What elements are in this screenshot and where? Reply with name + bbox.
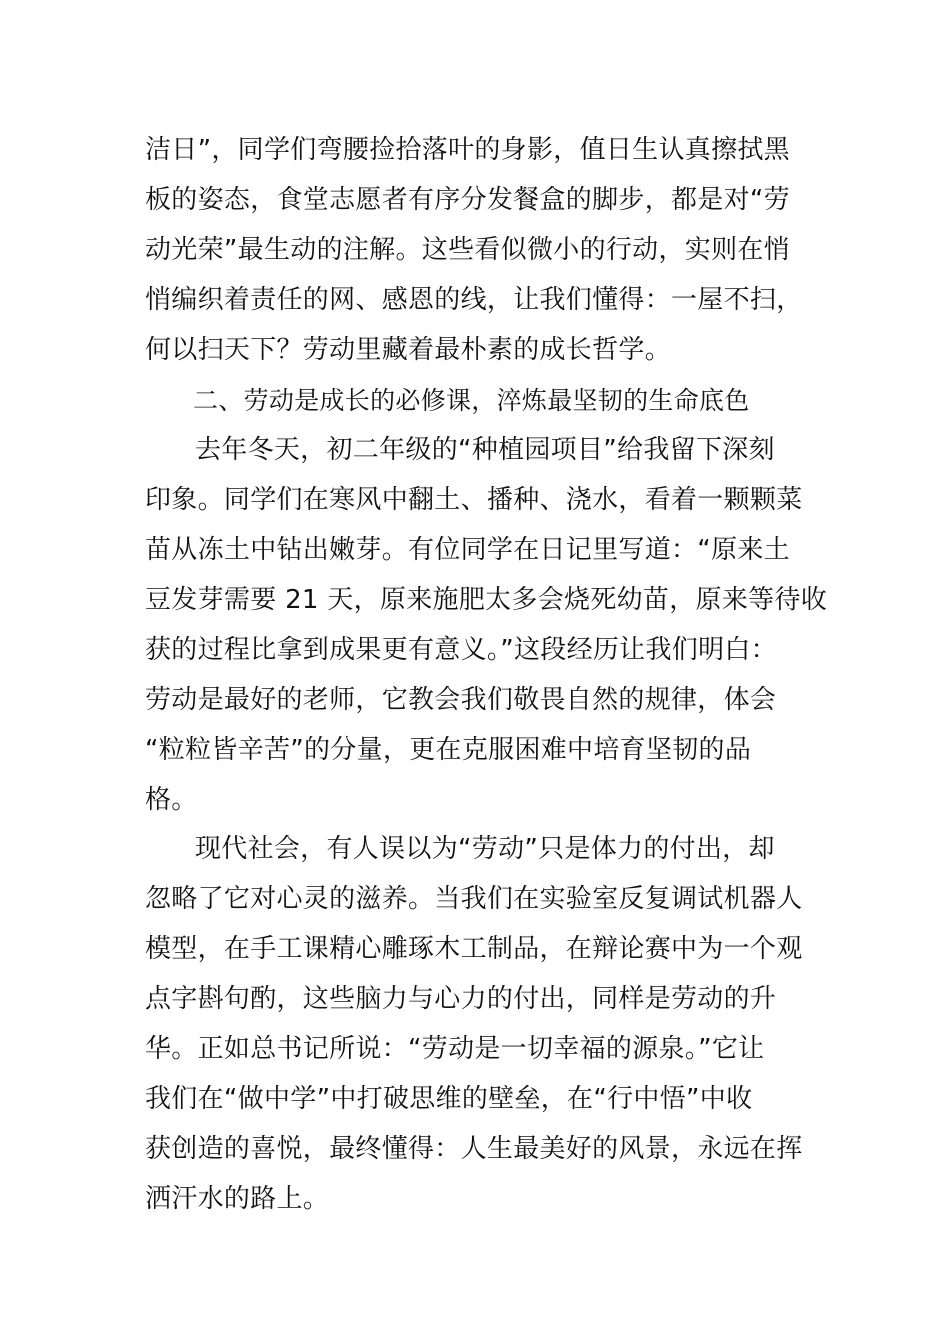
text-line: 洁日”，同学们弯腰捡拾落叶的身影，值日生认真擦拭黑: [145, 135, 790, 165]
text-line: 劳动是最好的老师，它教会我们敬畏自然的规律，体会: [145, 685, 777, 715]
section-heading: 二、劳动是成长的必修课，淬炼最坚韧的生命底色: [193, 386, 750, 415]
text-line: 苗从冻土中钻出嫩芽。有位同学在日记里写道：“原来土: [145, 535, 790, 565]
text-line: 点字斟句酌，这些脑力与心力的付出，同样是劳动的升: [145, 984, 777, 1014]
text-line: 华。正如总书记所说：“劳动是一切幸福的源泉。”它让: [145, 1034, 765, 1064]
text-line: 洒汗水的路上。: [145, 1184, 330, 1214]
text-line: 去年冬天，初二年级的“种植园项目”给我留下深刻: [195, 435, 775, 465]
text-line: 动光荣”最生动的注解。这些看似微小的行动，实则在悄: [145, 235, 790, 265]
text-line: 豆发芽需要 21 天，原来施肥太多会烧死幼苗，原来等待收: [145, 585, 828, 615]
text-line: “粒粒皆辛苦”的分量，更在克服困难中培育坚韧的品: [145, 735, 752, 765]
text-line: 获创造的喜悦，最终懂得：人生最美好的风景，永远在挥: [145, 1134, 803, 1164]
text-line: 获的过程比拿到成果更有意义。”这段经历让我们明白：: [145, 635, 777, 665]
text-line: 忽略了它对心灵的滋养。当我们在实验室反复调试机器人: [145, 884, 803, 914]
text-line: 板的姿态，食堂志愿者有序分发餐盒的脚步，都是对“劳: [145, 185, 790, 215]
text-line: 何以扫天下？劳动里藏着最朴素的成长哲学。: [145, 335, 672, 365]
text-line: 现代社会，有人误以为“劳动”只是体力的付出，却: [195, 834, 775, 864]
text-line: 格。: [145, 785, 198, 815]
text-line: 印象。同学们在寒风中翻土、播种、浇水，看着一颗颗菜: [145, 485, 803, 515]
text-line: 悄编织着责任的网、感恩的线，让我们懂得：一屋不扫，: [145, 285, 803, 315]
text-line: 模型，在手工课精心雕琢木工制品，在辩论赛中为一个观: [145, 934, 803, 964]
text-line: 我们在“做中学”中打破思维的壁垒，在“行中悟”中收: [145, 1084, 753, 1114]
